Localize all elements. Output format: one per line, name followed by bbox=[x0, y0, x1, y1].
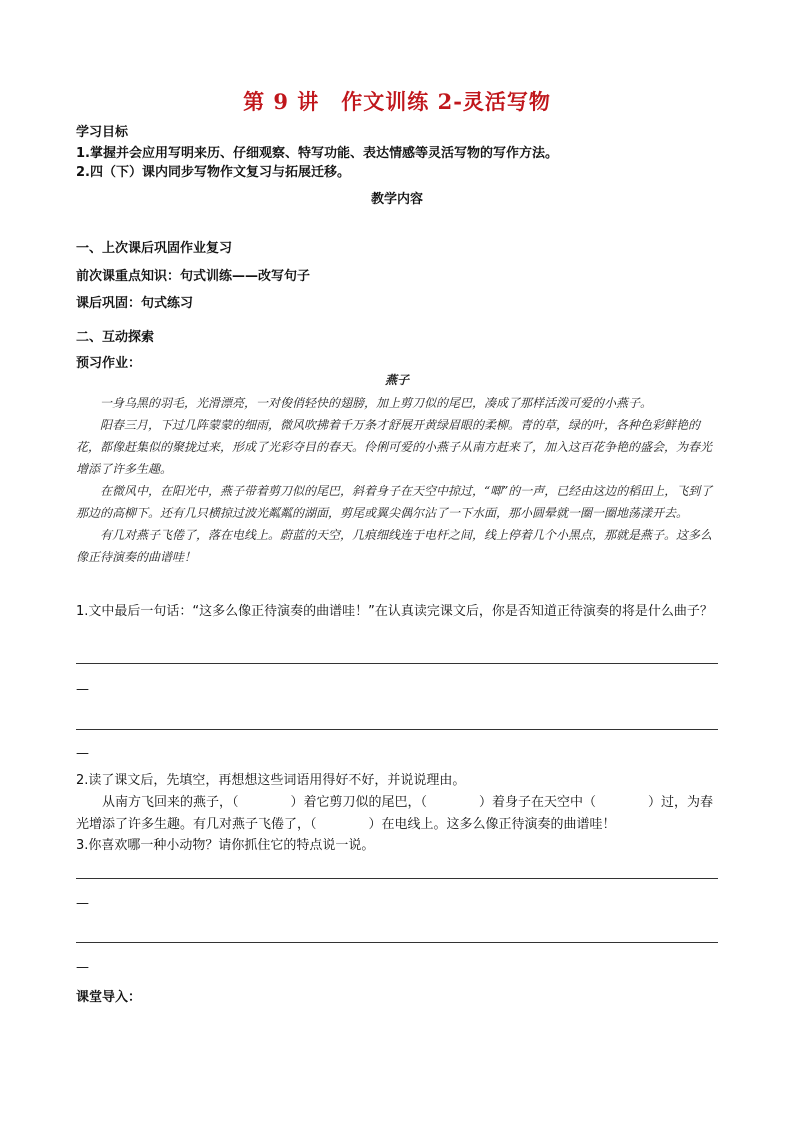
section1-heading: 一、上次课后巩固作业复习 bbox=[76, 241, 233, 256]
question-1: 1.文中最后一句话：“这多么像正待演奏的曲谱哇！”在认真读完课文后，你是否知道正待演奏的将是什么曲子？ bbox=[76, 604, 713, 619]
class-intro-label: 课堂导入： bbox=[76, 990, 142, 1005]
section2-heading: 二、互动探索 bbox=[76, 330, 155, 345]
passage-paragraph-3: 在微风中，在阳光中，燕子带着剪刀似的尾巴，斜着身子在天空中掠过，“唧”的一声，已经由这边的稻田上，飞到了那边的高柳下。还有几只横掠过波光粼粼的湖面，剪尾或翼尖偶尔沾了一下水面，那小圆晕就一圈一圈地荡漾开去。 bbox=[76, 484, 713, 520]
answer-dash: — bbox=[76, 746, 89, 761]
answer-line bbox=[76, 878, 718, 879]
after-class-review: 课后巩固：句式练习 bbox=[76, 296, 194, 311]
answer-line bbox=[76, 942, 718, 943]
prev-key-knowledge: 前次课重点知识：句式训练——改写句子 bbox=[76, 269, 311, 284]
passage-paragraph-4: 有几对燕子飞倦了，落在电线上。蔚蓝的天空，几痕细线连于电杆之间，线上停着几个小黑点，那就是燕子。这多么像正待演奏的曲谱哇！ bbox=[76, 528, 713, 564]
objective-item-1: 1.掌握并会应用写明来历、仔细观察、特写功能、表达情感等灵活写物的写作方法。 bbox=[76, 146, 558, 161]
page-title: 第 9 讲 作文训练 2-灵活写物 bbox=[243, 89, 551, 114]
passage-title: 燕子 bbox=[384, 373, 409, 387]
passage-paragraph-2: 阳春三月，下过几阵蒙蒙的细雨，微风吹拂着千万条才舒展开黄绿眉眼的柔柳。青的草，绿的叶，各种色彩鲜艳的花，都像赶集似的聚拢过来，形成了光彩夺目的春天。伶俐可爱的小燕子从南方赶来了，加入这百花争艳的盛会，为春光增添了许多生趣。 bbox=[76, 418, 713, 476]
answer-line bbox=[76, 663, 718, 664]
answer-line bbox=[76, 729, 718, 730]
teaching-content-heading: 教学内容 bbox=[370, 192, 423, 207]
objective-item-2: 2.四（下）课内同步写物作文复习与拓展迁移。 bbox=[76, 165, 350, 180]
answer-dash: — bbox=[76, 960, 89, 975]
objectives-heading: 学习目标 bbox=[76, 125, 129, 140]
answer-dash: — bbox=[76, 896, 89, 911]
passage-paragraph-1: 一身乌黑的羽毛，光滑漂亮，一对俊俏轻快的翅膀，加上剪刀似的尾巴，凑成了那样活泼可爱的小燕子。 bbox=[100, 396, 653, 410]
question-3: 3.你喜欢哪一种小动物？请你抓住它的特点说一说。 bbox=[76, 838, 375, 853]
preview-assignment-label: 预习作业： bbox=[76, 356, 142, 371]
passage bbox=[76, 371, 718, 568]
question-2-fill-blank: 从南方飞回来的燕子，（ ）着它剪刀似的尾巴，（ ）着身子在天空中（ ）过，为春光增添了许多生趣。有几对燕子飞倦了，（ ）在电线上。这多么像正待演奏的曲谱哇！ bbox=[76, 795, 714, 832]
answer-dash: — bbox=[76, 682, 89, 697]
question-2: 2.读了课文后，先填空，再想想这些词语用得好不好，并说说理由。 bbox=[76, 773, 466, 788]
